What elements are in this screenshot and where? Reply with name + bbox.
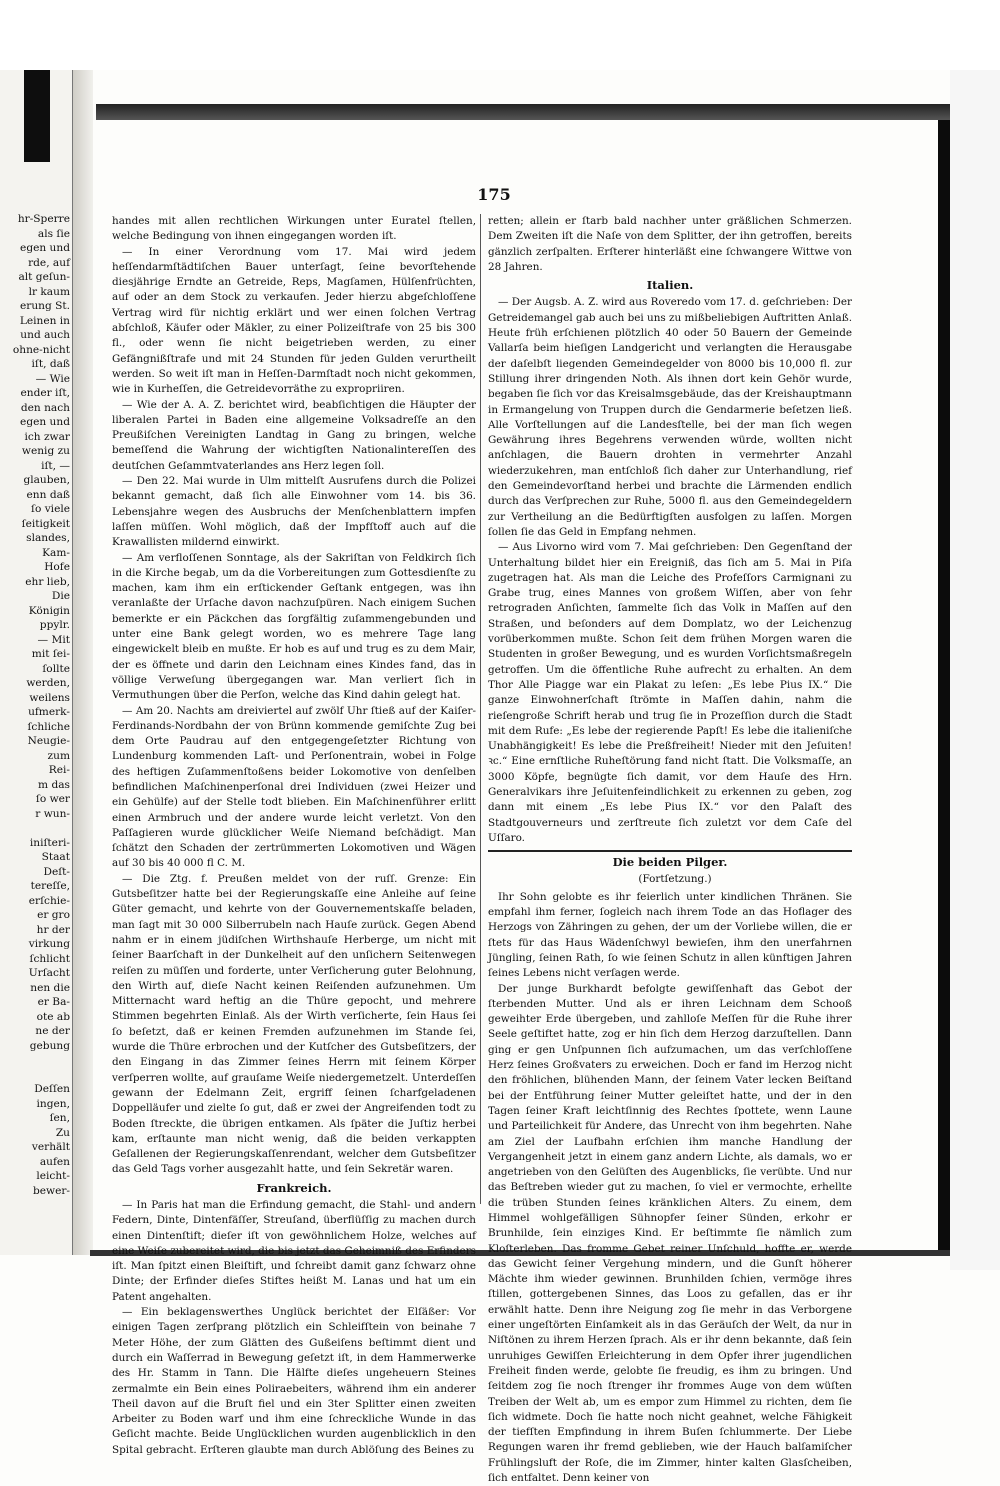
adjacent-page-line: alt geſun-: [18, 271, 70, 283]
article-paragraph: Ihr Sohn gelobte es ihr feierlich unter kindlichen Thränen. Sie empfahl ihm ferner, ſogleich nach ihrem Tode an das Hoflager des Herzogs von Zähringen zu gehen, der um der Vorliebe willen, die er ſtets für das Haus Wädenſchwyl bewieſen, ihm den unerfahrnen Jüngling, ſeinen Rath, ſo wie ſeinen Schutz in allen künftigen Jahren ſeines Lebens nicht verſagen werde.: [488, 890, 852, 980]
adjacent-page-line: Hofe: [44, 561, 70, 573]
adjacent-page-line: Rei-: [48, 764, 70, 776]
article-paragraph: — Wie der A. A. Z. berichtet wird, beabſichtigen die Häupter der liberalen Partei in Baden eine allgemeine Volksadreſſe an den Preußiſchen Vereinigten Landtag in Gang zu bringen, welche bemeſſend die Wahrung der wichtigſten Nationalintereſſen des deutſchen Geſammtvaterlandes ans Herz legen ſoll.: [112, 398, 476, 472]
adjacent-page-line: ſchliche: [27, 720, 70, 733]
adjacent-page-line: ne der: [35, 1025, 70, 1037]
adjacent-page-line: er Ba-: [37, 996, 70, 1008]
adjacent-page-line: aufen: [39, 1155, 70, 1168]
adjacent-page-line: iſt, daß: [31, 358, 70, 370]
section-heading: Italien.: [646, 278, 694, 293]
book-gutter: [73, 70, 93, 1255]
article-paragraph: — Am verfloſſenen Sonntage, als der Sakriſtan von Feldkirch ſich in die Kirche begab, um da die Vorbereitungen zum Gottesdienſte zu machen, kam ihm ein erſtickender Geſtank entgegen, was ihn veranlaßte der Urſache davon nachzuſpüren. Nach einigem Suchen bemerkte er ein Päckchen das ſorgfältig zuſammengebunden und unter eine Bank gelegt worden, wo es mehrere Tage lang eingewickelt bleib en mußte. Er hob es auf und trug es zu dem Mair, der es öffnete und darin den Leichnam eines Kindes fand, das in völlige Verweſung übergegangen war. Man verliert ſich in Vermuthungen über die Perſon, welche das Kind dahin gelegt hat.: [112, 551, 476, 702]
adjacent-page-line: glauben,: [23, 474, 70, 486]
adjacent-page-line: tereſſe,: [30, 880, 70, 892]
adjacent-page-line: als ſie: [37, 227, 70, 240]
adjacent-page-black-bar: [24, 70, 50, 162]
story-title: Die beiden Pilger.: [488, 850, 852, 870]
adjacent-page-line: zum: [47, 749, 70, 762]
adjacent-page-line: hr-Sperre: [17, 213, 70, 225]
adjacent-page-line: weilens: [29, 691, 70, 704]
adjacent-page-line: — Wie: [35, 372, 70, 385]
article-paragraph: — Ein beklagenswerthes Unglück berichtet der Elſäßer: Vor einigen Tagen zerſprang plötzlich ein Schleifſtein von beinahe 7 Meter Höhe, der zum Glätten des Gußeiſens beſtimmt dient und durch ein Waſſerrad in Bewegung geſetzt iſt, in dem Hammerwerke des Hr. Stamm in Tann. Die Hälfte dieſes ungeheuern Steines zermalmte ein Bein eines Poliraebeiters, während ihm ein anderer Theil davon auf die Bruſt fiel und ein 3ter Splitter einen zweiten Arbeiter zu Boden warf und ihm eine ſchreckliche Wunde in das Geſicht machte. Beide Unglücklichen wurden augenblicklich in den Spital gebracht. Erſteren glaubte man durch Ablöſung des Beines zu: [112, 1306, 476, 1456]
column-divider: [480, 214, 481, 1204]
adjacent-page-line: ote ab: [36, 1010, 70, 1023]
adjacent-page-line: werden,: [26, 677, 70, 689]
article-paragraph: handes mit allen rechtlichen Wirkungen unter Euratel ſtellen, welche Bedingung von ihnen eingegangen worden iſt.: [112, 215, 476, 243]
scan-margin-right: [950, 70, 1000, 1270]
adjacent-page-line: Königin: [28, 604, 70, 617]
adjacent-page-line: leicht-: [36, 1170, 70, 1182]
adjacent-page-line: Neugie-: [27, 735, 70, 747]
adjacent-page-line: [4, 821, 70, 836]
adjacent-page-line: Staat: [41, 851, 70, 863]
scan-margin-top: [0, 0, 1000, 70]
section-heading: Frankreich.: [256, 1180, 332, 1195]
adjacent-page-line: ufmerk-: [28, 706, 70, 718]
adjacent-page-line: ppylr.: [39, 619, 70, 631]
adjacent-page-fragment: [0, 70, 74, 1255]
article-paragraph: — Die Ztg. f. Preußen meldet von der ruſſ. Grenze: Ein Gutsbeſitzer hatte bei der Regierungskaſſe eine Anleihe auf ſeine Güter gemacht, und kehrte von der Gouvernementskaſſe beladen, man ſagt mit 30 000 Silberrubeln nach Hauſe zurück. Gegen Abend nahm er in einem jüdiſchen Wirthshauſe Herberge, um nicht mit ſeiner Baarſchaft in der Dunkelheit auf den unſichern Seitenwegen reiſen zu müſſen und forderte, unter Verſicherung guter Belohnung, den Wirth auf, dieſe Nacht keinen Reiſenden aufzunehmen. Um Mitternacht ward heftig an die Thüre gepocht, und mehrere Stimmen begehrten Einlaß. Als der Wirth verſicherte, ſein Haus ſei ſo beſetzt, daß er keinen Fremden aufzunehmen im Stande ſei, wurde die Thüre erbrochen und der Kutſcher des Gutsbeſitzers, der den Eingang in das Zimmer ſeines Herrn mit ſeinem Körper verſperren wollte, auf grauſame Weiſe niedergemetzelt. Unterdeſſen gewann der Edelmann Zeit, ergriff ſeinen ſcharfgeladenen Doppelläufer und zielte ſo gut, daß er zwei der Angreifenden todt zu Boden ſtreckte, die übrigen entkamen. Als ſpäter die Juſtiz herbei kam, erſtaunte man nicht wenig, daß die beiden verkappten Geſallenen der Regierungskaſſenrendant, welcher dem Gutsbeſitzer das Geld Tags vorher ausgezahlt hatte, und ſein Sekretär waren.: [112, 872, 476, 1176]
adjacent-page-line: erſchie-: [28, 894, 70, 907]
article-paragraph: retten; allein er ſtarb bald nachher unter gräßlichen Schmerzen. Dem Zweiten iſt die Naſe von dem Splitter, der ihn getroffen, bereits gänzlich zerſpalten. Erſterer hinterläßt eine ſchwangere Wittwe von 28 Jahren.: [488, 215, 852, 273]
adjacent-page-line: — Mit: [37, 633, 70, 646]
adjacent-page-line: [4, 1068, 70, 1083]
adjacent-page-line: iniſteri-: [29, 836, 70, 849]
adjacent-page-line: hr der: [36, 923, 70, 936]
article-paragraph: Der junge Burkhardt befolgte gewiſſenhaft das Gebot der ſterbenden Mutter. Und als er ihren Leichnam dem Schooß geweihter Erde übergeben, und zahlloſe Meſſen für die Ruhe ihrer Seele geſtiftet hatte, zog er hin ſich dem Herzog darzuſtellen. Dann ging er gen Unſpunnen ſich aufzumachen, um das verſchloſſene Herz ſeines Großvaters zu erweichen. Doch er fand im Herzog nicht den fröhlichen, blühenden Mann, der ſeinem Vater lecken Beiſtand bei der Entführung ſeiner Mutter geleiſtet hatte, und der in den Tagen ſeiner Kraft leichtſinnig des Rechtes ſpottete, wenn Laune und Parteilichkeit für Andere, das Unrecht von ihm begehrten. Nahe am Ziel der Laufbahn erſchien ihm manche Handlung der Vergangenheit jetzt in einem ganz andern Lichte, als damals, wo er angetrieben von den Gelüſten des Augenblicks, ſie verübte. Und nur das Beſtreben wieder gut zu machen, ſo viel er vermochte, erhellte die trüben Stunden ſeines kränklichen Alters. Zu einem, dem Himmel wohlgefälligen Sühnopfer ſeiner Sünden, erkohr er Brunhilde, ſein einziges Kind. Er beſtimmte ſie nämlich zum Kloſterleben. Das fromme Gebet reiner Unſchuld, hoffte er, werde das Gewicht ſeiner Vergehung mindern, und die Gunſt höherer Mächte ihm wieder gewinnen. Brunhilden ſchien, vermöge ihres ſtillen, gottergebenen Sinnes, das Loos zu gefallen, das er ihr erwählt hatte. Denn ihre Neigung zog ſie mehr in das Verborgene einer ungeſtörten Einſamkeit als in das Geräuſch der Welt, da nur in Niſtönen zu ihrem Herzen ſprach. Als er ihr denn bekannte, daß ſein unruhiges Gewiſſen Erleichterung in dem Opfer ihrer jugendlichen Freiheit finden werde, gelobte ſie freudig, es ihm zu bringen. Und ſeitdem zog ſie noch ſtrenger ihr frommes Auge von dem wüſten Treiben der Welt ab, um es empor zum Himmel zu richten, dem ſie ſich widmete. Doch ſie hatte noch nicht geahnet, welche Fähigkeit der tiefſten Empfindung in ihrem Buſen ſchlummerte. Der Liebe Regungen waren ihr fremd geblieben, wie der Hauch balſamiſcher Frühlingsluft der Roſe, die im Zimmer, hinter kalten Glasſcheiben, ſich entfaltet. Denn keiner von: [488, 982, 852, 1485]
adjacent-page-line: er gro: [37, 909, 70, 921]
article-paragraph: — Der Augsb. A. Z. wird aus Roveredo vom 17. d. geſchrieben: Der Getreidemangel gab auch bei uns zu mißbeliebigen Auftritten Anlaß. Heute früh erſchienen plötzlich 40 oder 50 Bauern der Gemeinde Vallarſa beim hieſigen Landgericht und verlangten die Herausgabe der daſelbſt liegenden Gemeindegelder von 8000 bis 10,000 fl. zur Stillung ihrer dringenden Noth. Als ihnen dort kein Gehör wurde, begaben ſie ſich vor das Kreisalmsgebäude, das der Kreishauptmann in Ermangelung von Truppen durch die Gendarmerie beſetzen ließ. Alle Vorſtellungen auf die Landesſtelle, bei der man ſich wegen Gewährung ihres Begehrens verwenden würde, wollten nicht anſchlagen, die Bauern drohten in vermehrter Anzahl wiederzukehren, man entſchloß ſich daher zur Unterhandlung, rief den Gemeindevorſtand herbei und brachte die Lärmenden endlich durch das Verſprechen zur Ruhe, 5000 fl. aus den Gemeindegeldern zur Vertheilung an die Bedürftigſten ausfolgen zu laſſen. Morgen ſollen ſie das Geld in Empfang nehmen.: [488, 296, 852, 538]
right-column: [488, 214, 852, 1485]
adjacent-page-line: r wun-: [35, 807, 70, 820]
adjacent-page-line: ohne-nicht: [12, 343, 70, 356]
adjacent-page-line: iſt, —: [41, 459, 70, 472]
article-paragraph: — Am 20. Nachts am dreiviertel auf zwölf Uhr ſtieß auf der Kaiſer-Ferdinands-Nordbahn der von Brünn kommende gemiſchte Zug bei dem Orte Paudrau auf den entgegengeſetzter Richtung von Lundenburg kommenden Laſt- und Perſonentrain, wobei in Folge des heftigen Zuſammenſtoßens beider Lokomotive von denſelben befindlichen Maſchinenperſonal drei Individuen (zwei Heizer und ein Gehülfe) auf der Stelle todt blieben. Ein Maſchinenführer erlitt einen Armbruch und der andere wurde leicht verletzt. Von den Paſſagieren wurde glücklicher Weiſe Niemand beſchädigt. Man ſchätzt den Schaden der zertrümmerten Lokomotiven und Wägen auf 30 bis 40 000 fl C. M.: [112, 704, 476, 870]
adjacent-page-line: wenig zu: [21, 445, 70, 457]
adjacent-page-line: slandes,: [26, 532, 70, 544]
adjacent-page-line: egen und: [20, 416, 70, 428]
adjacent-page-line: ſollte: [42, 662, 70, 675]
adjacent-page-line: ehr lieb,: [25, 575, 70, 588]
adjacent-page-line: ich zwar: [24, 430, 70, 443]
adjacent-page-line: ender iſt,: [20, 387, 70, 399]
adjacent-page-line: m das: [38, 778, 70, 791]
adjacent-page-line: Kam-: [42, 546, 70, 559]
adjacent-page-line: egen und: [20, 242, 70, 254]
article-paragraph: — In einer Verordnung vom 17. Mai wird jedem heſſendarmſtädtiſchen Bauer unterſagt, ſeine bevorſtehende diesjährige Erndte an Getreide, Reps, Magſamen, Hülſenfrüchten, auf oder an dem Stock zu verkaufen. Jeder hierzu abgeſchloſſene Vertrag wird für nichtig erklärt und wer einen ſolchen Vertrag abſchloß, Käufer oder Mäkler, zu einer Polizeiſtrafe von 25 bis 300 fl., oder wenn ſie nicht beigetrieben werden, zu einer Gefängnißſtrafe und mit 24 Stunden für jeden Gulden verurtheilt werden. So weit iſt man in Heſſen-Darmſtadt noch nicht gekommen, wie in Kurheſſen, die Getreidevorräthe zu expropriiren.: [112, 245, 476, 396]
adjacent-page-line: Deſt-: [43, 865, 70, 878]
story-subtitle: (Fortſetzung.): [638, 873, 712, 886]
adjacent-page-line: enn daß: [26, 488, 70, 501]
adjacent-page-line: und auch: [20, 329, 70, 341]
adjacent-page-line: ingen,: [36, 1097, 70, 1110]
adjacent-page-line: ſchlicht: [29, 952, 70, 965]
page-frame-top: [96, 104, 950, 120]
page-frame-right: [938, 110, 950, 1250]
adjacent-page-line: mit ſei-: [31, 648, 70, 660]
adjacent-page-text: [4, 212, 70, 1198]
adjacent-page-line: Zu: [55, 1126, 70, 1139]
adjacent-page-line: gebung: [29, 1039, 70, 1052]
adjacent-page-line: rde, auf: [28, 256, 70, 269]
adjacent-page-line: verhält: [31, 1141, 70, 1153]
adjacent-page-line: den nach: [20, 401, 70, 414]
adjacent-page-line: ſo wer: [35, 793, 70, 805]
adjacent-page-line: Die: [51, 590, 70, 602]
adjacent-page-line: Urſacht: [28, 967, 70, 979]
adjacent-page-line: Leinen in: [19, 314, 70, 327]
adjacent-page-line: ſo viele: [31, 503, 70, 515]
adjacent-page-line: ſeitigkeit: [21, 517, 70, 530]
article-paragraph: — Aus Livorno wird vom 7. Mai geſchrieben: Den Gegenſtand der Unterhaltung bildet hier ein Ereigniß, das ſich am 5. Mai in Piſa zugetragen hat. Als man die Leiche des Profeſſors Carmignani zu Grabe trug, eines Mannes von großem Wiſſen, aber von ſehr retrograden Anſichten, ſammelte ſich das Volk in Maſſen auf den Straßen, und beſonders auf dem Domplatz, wo der Leichenzug vorüberkommen mußte. Schon ſeit dem frühen Morgen waren die Studenten in großer Bewegung, und es wurden Vorſichtsmaßregeln getroffen. Um die öffentliche Ruhe aufrecht zu erhalten. An dem Thor Alle Piagge war ein Plakat zu leſen: „Es lebe Pius IX.“ Die ganze Einwohnerſchaft ſtrömte in Maſſen dahin, nahm die rieſengroße Schrift herab und trug ſie in Prozeſſion durch die Stadt mit dem Rufe: „Es lebe der regierende Papſt! Es lebe die italieniſche Unabhängigkeit! Es lebe die Preßfreiheit! Nieder mit den Jeſuiten! ꝛc.“ Eine ernſtliche Ruheſtörung fand nicht ſtatt. Die Volksmaſſe, an 3000 Köpfe, begnügte ſich damit, vor dem Hauſe des Hrn. Generalvikars ihre Jeſuitenfeindlichkeit zu erkennen zu geben, zog dann mit einem „Es lebe Pius IX.“ vor den Palaſt des Stadtgouverneurs und zerſtreute ſich zuletzt vor dem Caſe del Uſſaro.: [488, 541, 852, 844]
article-paragraph: — Den 22. Mai wurde in Ulm mittelſt Ausrufens durch die Polizei bekannt gemacht, daß ſich alle Einwohner vom 14. bis 36. Lebensjahre wegen des Ausbruchs der Menſchenblattern impfen laſſen müſſen. Wohl möglich, daß der Impfſtoff auch auf die Krawallisten mildernd einwirkt.: [112, 475, 476, 549]
page-number: 175: [477, 185, 511, 204]
adjacent-page-line: nen die: [30, 981, 70, 994]
article-paragraph: — In Paris hat man die Erfindung gemacht, die Stahl- und andern Federn, Dinte, Dintenfäſſer, Streuſand, überflüſſig zu machen durch einen Dintenſtift; dieſer iſt von gewöhnlichem Holze, welches auf eine Weiſe zubereitet wird, die bis jetzt das Geheimniß des Erfinders iſt. Man ſpitzt einen Bleiſtift, und ſchreibt damit ganz ſchwarz ohne Dinte; der Erfinder dieſes Stiftes heißt M. Lanas und hat um ein Patent angehalten.: [112, 1199, 476, 1303]
left-column: [112, 214, 476, 1456]
adjacent-page-line: erung St.: [19, 300, 70, 312]
adjacent-page-line: [4, 1053, 70, 1068]
adjacent-page-line: lr kaum: [28, 285, 70, 298]
adjacent-page-line: Deſſen: [34, 1083, 70, 1095]
adjacent-page-line: virkung: [28, 938, 70, 950]
adjacent-page-line: ſen,: [49, 1112, 70, 1124]
adjacent-page-line: bewer-: [32, 1184, 70, 1197]
